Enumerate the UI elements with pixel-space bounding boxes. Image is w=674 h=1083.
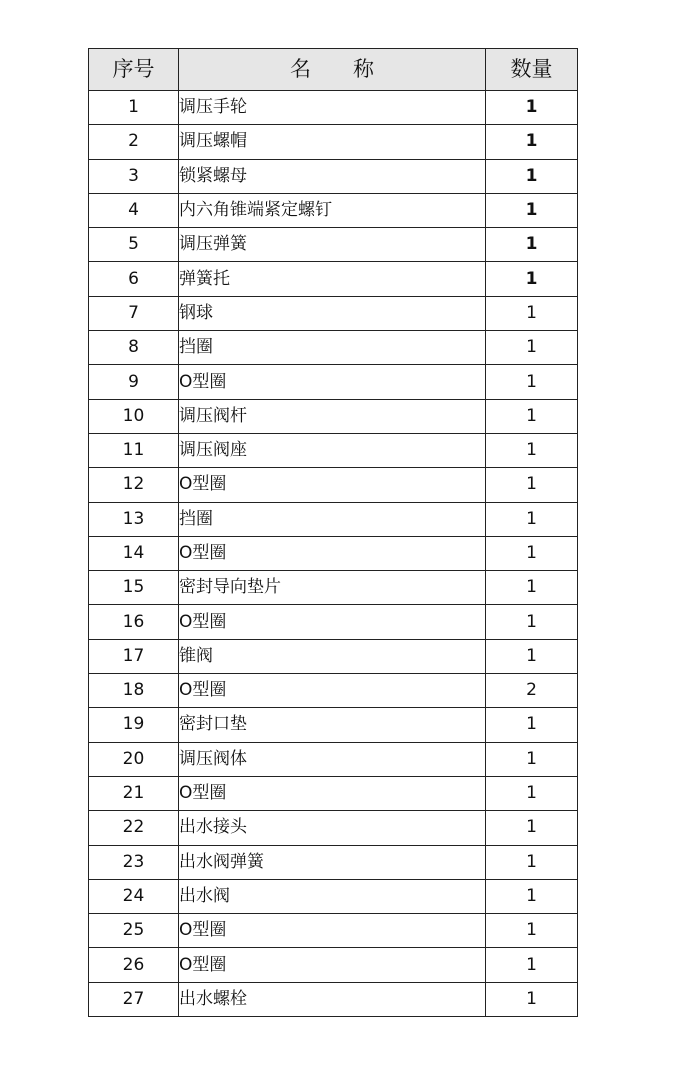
table-row: [89, 605, 578, 639]
row-number-cell: 11: [89, 433, 179, 467]
row-number-cell: 26: [89, 948, 179, 982]
table-row: [89, 468, 578, 502]
part-name-cell: 锥阀: [179, 639, 486, 673]
quantity-cell: 1: [486, 262, 578, 296]
table-row: [89, 296, 578, 330]
table-row: [89, 571, 578, 605]
row-number-cell: 5: [89, 228, 179, 262]
table-row: [89, 982, 578, 1016]
table-row: [89, 948, 578, 982]
quantity-cell: 1: [486, 91, 578, 125]
quantity-cell: 1: [486, 845, 578, 879]
quantity-cell: 1: [486, 399, 578, 433]
quantity-cell: 1: [486, 571, 578, 605]
quantity-cell: 1: [486, 776, 578, 810]
header-name: 名 称: [179, 49, 486, 91]
part-name-cell: 出水阀弹簧: [179, 845, 486, 879]
quantity-cell: 1: [486, 331, 578, 365]
table-row: [89, 228, 578, 262]
table-row: [89, 914, 578, 948]
quantity-cell: 1: [486, 914, 578, 948]
quantity-cell: 1: [486, 948, 578, 982]
quantity-cell: 1: [486, 639, 578, 673]
row-number-cell: 7: [89, 296, 179, 330]
quantity-cell: 2: [486, 674, 578, 708]
table-row: [89, 742, 578, 776]
row-number-cell: 22: [89, 811, 179, 845]
row-number-cell: 14: [89, 536, 179, 570]
part-name-cell: 内六角锥端紧定螺钉: [179, 193, 486, 227]
table-row: [89, 193, 578, 227]
header-row: [89, 49, 578, 91]
part-name-cell: 调压阀杆: [179, 399, 486, 433]
quantity-cell: 1: [486, 433, 578, 467]
table-row: [89, 708, 578, 742]
part-name-cell: O型圈: [179, 468, 486, 502]
part-name-cell: 密封口垫: [179, 708, 486, 742]
part-name-cell: O型圈: [179, 605, 486, 639]
parts-list-table: [88, 48, 578, 1017]
table-row: [89, 399, 578, 433]
table-row: [89, 776, 578, 810]
part-name-cell: 调压阀座: [179, 433, 486, 467]
quantity-cell: 1: [486, 296, 578, 330]
quantity-cell: 1: [486, 879, 578, 913]
part-name-cell: 调压弹簧: [179, 228, 486, 262]
part-name-cell: 调压手轮: [179, 91, 486, 125]
quantity-cell: 1: [486, 811, 578, 845]
table-row: [89, 91, 578, 125]
table-row: [89, 433, 578, 467]
part-name-cell: 弹簧托: [179, 262, 486, 296]
quantity-cell: 1: [486, 193, 578, 227]
table-row: [89, 262, 578, 296]
row-number-cell: 6: [89, 262, 179, 296]
quantity-cell: 1: [486, 502, 578, 536]
row-number-cell: 10: [89, 399, 179, 433]
part-name-cell: 出水阀: [179, 879, 486, 913]
quantity-cell: 1: [486, 125, 578, 159]
part-name-cell: O型圈: [179, 914, 486, 948]
row-number-cell: 24: [89, 879, 179, 913]
table-row: [89, 639, 578, 673]
row-number-cell: 9: [89, 365, 179, 399]
row-number-cell: 15: [89, 571, 179, 605]
row-number-cell: 25: [89, 914, 179, 948]
row-number-cell: 27: [89, 982, 179, 1016]
table-row: [89, 536, 578, 570]
part-name-cell: 钢球: [179, 296, 486, 330]
header-quantity: 数量: [486, 49, 578, 91]
header-number: 序号: [89, 49, 179, 91]
quantity-cell: 1: [486, 605, 578, 639]
table-row: [89, 365, 578, 399]
row-number-cell: 18: [89, 674, 179, 708]
part-name-cell: O型圈: [179, 365, 486, 399]
table-row: [89, 811, 578, 845]
part-name-cell: 调压螺帽: [179, 125, 486, 159]
table-row: [89, 159, 578, 193]
quantity-cell: 1: [486, 468, 578, 502]
part-name-cell: 调压阀体: [179, 742, 486, 776]
quantity-cell: 1: [486, 708, 578, 742]
part-name-cell: O型圈: [179, 536, 486, 570]
row-number-cell: 1: [89, 91, 179, 125]
row-number-cell: 4: [89, 193, 179, 227]
table-row: [89, 331, 578, 365]
table-header: [89, 49, 578, 91]
table-row: [89, 125, 578, 159]
part-name-cell: 挡圈: [179, 331, 486, 365]
table-row: [89, 502, 578, 536]
quantity-cell: 1: [486, 228, 578, 262]
row-number-cell: 2: [89, 125, 179, 159]
row-number-cell: 19: [89, 708, 179, 742]
part-name-cell: 挡圈: [179, 502, 486, 536]
quantity-cell: 1: [486, 159, 578, 193]
row-number-cell: 21: [89, 776, 179, 810]
row-number-cell: 17: [89, 639, 179, 673]
part-name-cell: O型圈: [179, 776, 486, 810]
part-name-cell: O型圈: [179, 948, 486, 982]
row-number-cell: 13: [89, 502, 179, 536]
row-number-cell: 3: [89, 159, 179, 193]
table-row: [89, 879, 578, 913]
table-row: [89, 674, 578, 708]
quantity-cell: 1: [486, 742, 578, 776]
part-name-cell: 出水接头: [179, 811, 486, 845]
row-number-cell: 16: [89, 605, 179, 639]
row-number-cell: 20: [89, 742, 179, 776]
part-name-cell: 密封导向垫片: [179, 571, 486, 605]
row-number-cell: 23: [89, 845, 179, 879]
quantity-cell: 1: [486, 982, 578, 1016]
table-row: [89, 845, 578, 879]
table-body: [89, 91, 578, 1017]
part-name-cell: 锁紧螺母: [179, 159, 486, 193]
quantity-cell: 1: [486, 536, 578, 570]
quantity-cell: 1: [486, 365, 578, 399]
row-number-cell: 12: [89, 468, 179, 502]
part-name-cell: O型圈: [179, 674, 486, 708]
part-name-cell: 出水螺栓: [179, 982, 486, 1016]
row-number-cell: 8: [89, 331, 179, 365]
